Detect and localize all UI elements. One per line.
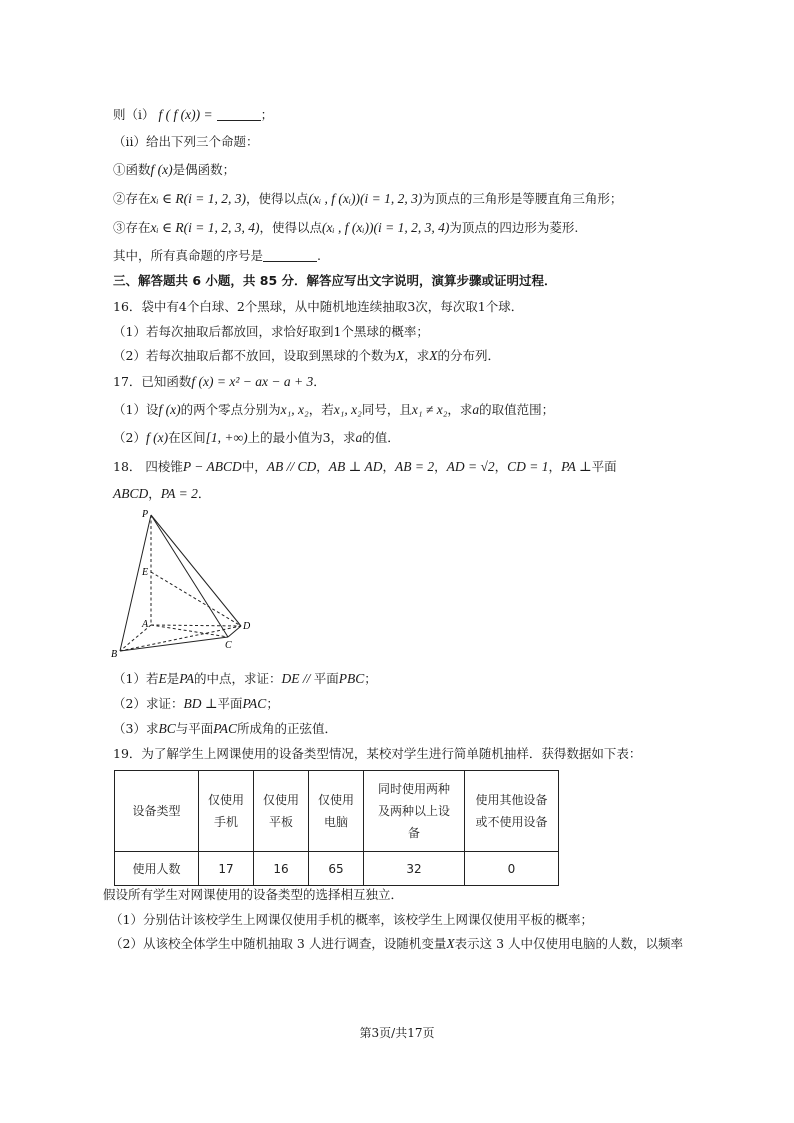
text: ， [382, 459, 396, 474]
table-cell: 65 [309, 852, 364, 886]
text: ， [148, 486, 161, 501]
math: f ( f (x)) = [158, 107, 213, 122]
text: 所成角的正弦值． [237, 721, 338, 736]
edge-pd [151, 515, 241, 626]
text: ，若 [308, 402, 334, 417]
text: ，使得以点 [246, 191, 309, 206]
edge-pb [120, 515, 151, 651]
edge-pc [151, 515, 228, 637]
text: ， [548, 459, 562, 474]
text: （ii）给出下列三个命题： [113, 134, 259, 149]
header-text: 仅使用 [207, 793, 244, 807]
header-text: 仅使用 [262, 793, 299, 807]
q16-stem: 16．袋中有4个白球、2个黑球，从中随机地连续抽取3次，每次取1个球． [113, 299, 524, 314]
math: (xᵢ , f (xᵢ))(i = 1, 2, 3) [308, 191, 423, 206]
q19-note: 假设所有学生对网课使用的设备类型的选择相互独立． [103, 887, 404, 902]
header-cell [465, 771, 559, 852]
text: ， [316, 459, 329, 474]
q19-stem: 19．为了解学生上网课使用的设备类型情况，某校对学生进行简单随机抽样．获得数据如下表： [113, 746, 642, 761]
math: AD = √2 [446, 459, 495, 474]
text: 上的最小值为3，求 [247, 430, 356, 445]
math: PAC [242, 696, 267, 711]
text: ． [197, 486, 211, 501]
math: f (x) [158, 402, 181, 417]
text: 表示这 3 人中仅使用电脑的人数，以频率 [454, 936, 684, 951]
true-propositions-line [113, 247, 321, 265]
edge-ad [151, 625, 241, 626]
text: 的分布列． [437, 348, 500, 363]
line-fff [113, 106, 273, 124]
text: 中， [241, 459, 267, 474]
text: 17．已知函数 [113, 374, 192, 389]
math: AB // CD [266, 459, 317, 474]
header-text: 手机 [213, 815, 238, 829]
header-cell [364, 771, 465, 852]
q18-stem [113, 458, 617, 476]
math: PA = 2 [160, 486, 198, 501]
math: BC [158, 721, 176, 736]
table-cell: 16 [254, 852, 309, 886]
math: a [355, 430, 363, 445]
text: （3）求 [113, 721, 159, 736]
text: 为顶点的四边形为菱形. [449, 220, 579, 235]
text: 其中，所有真命题的序号是 [113, 248, 264, 263]
text: 同号，且 [361, 402, 412, 417]
text: 是偶函数； [172, 162, 236, 177]
q18-stem-line2 [113, 485, 210, 503]
text: ， [494, 459, 508, 474]
q17-stem [113, 373, 326, 391]
math: PA ⊥ [561, 459, 592, 474]
edge-ac [151, 625, 228, 637]
header-text: 设备类型 [132, 804, 181, 818]
text: ， [434, 459, 447, 474]
page-footer: 第3页/共17页 [359, 1026, 435, 1040]
proposition-1 [113, 161, 235, 179]
q18-part3 [113, 720, 337, 738]
header-cell [309, 771, 364, 852]
header-cell [199, 771, 254, 852]
table-cell: 使用人数 [115, 852, 199, 886]
q17-part2 [113, 429, 400, 447]
math: f (x) = x² − ax − a + 3 [191, 374, 314, 389]
edge-ed [151, 572, 241, 626]
header-text: 仅使用 [317, 793, 354, 807]
header-text: 备 [407, 826, 420, 840]
proposition-2 [113, 190, 622, 208]
label-d: D [243, 621, 251, 632]
text: （1）设 [113, 402, 159, 417]
math: xᵢ ∈ R(i = 1, 2, 3) [150, 191, 246, 206]
label-a: A [142, 619, 149, 630]
text: ； [364, 671, 377, 686]
text: ； [260, 107, 274, 122]
math: PAC [213, 721, 237, 736]
header-cell [254, 771, 309, 852]
text: 为顶点的三角形是等腰直角三角形； [422, 191, 623, 206]
text: 在区间 [168, 430, 206, 445]
text: （2） [113, 430, 146, 445]
math: x₁ ≠ x₂ [411, 402, 448, 417]
label-e: E [142, 567, 149, 578]
text: ，求 [404, 348, 430, 363]
table-cell: 32 [364, 852, 465, 886]
math: X [395, 348, 405, 363]
math: x₁, x₂ [280, 402, 309, 417]
q16-part1: （1）若每次抽取后都放回，求恰好取到1个黑球的概率； [113, 324, 429, 339]
math: x₁, x₂ [333, 402, 362, 417]
text: 的取值范围； [479, 402, 555, 417]
math: CD = 1 [507, 459, 549, 474]
q18-part1 [113, 670, 377, 688]
math: f (x) [150, 162, 173, 177]
section-heading: 三、解答题共 6 小题，共 85 分．解答应写出文字说明，演算步骤或证明过程． [113, 273, 557, 288]
header-text: 平板 [268, 815, 293, 829]
text: 是 [166, 671, 180, 686]
pyramid-figure [108, 506, 258, 662]
math: X [429, 348, 438, 363]
math: f (x) [145, 430, 169, 445]
header-text: 及两种以上设 [377, 804, 450, 818]
text: 与平面 [175, 721, 214, 736]
math: BD ⊥ [183, 696, 218, 711]
q16-part2 [113, 347, 500, 365]
q17-part1 [113, 401, 554, 419]
text: ； [266, 696, 279, 711]
label-c: C [225, 640, 232, 651]
table-row [115, 852, 559, 886]
text: 平面 [313, 671, 339, 686]
label-b: B [111, 649, 118, 660]
header-text: 使用其他设备 [475, 793, 548, 807]
math: DE // [281, 671, 314, 686]
text: 平面 [591, 459, 617, 474]
q19-part2 [110, 935, 683, 953]
line-ii [113, 133, 259, 151]
math: AB = 2 [395, 459, 435, 474]
math: X [446, 936, 455, 951]
text: . [317, 248, 321, 263]
proposition-3 [113, 219, 578, 237]
math: P − ABCD [182, 459, 242, 474]
answer-blank[interactable] [263, 249, 317, 262]
text: ①函数 [113, 162, 151, 177]
math: [1, +∞) [205, 430, 248, 445]
q18-part2 [113, 695, 279, 713]
text: ③存在 [113, 220, 151, 235]
math: ABCD [113, 486, 149, 501]
text: 的两个零点分别为 [180, 402, 281, 417]
text: （1）若 [113, 671, 159, 686]
label-p: P [142, 509, 149, 520]
text: 则（i） [113, 107, 155, 122]
table-cell: 0 [465, 852, 559, 886]
table-header-row [115, 771, 559, 852]
answer-blank[interactable] [217, 108, 261, 121]
text: ，使得以点 [259, 220, 323, 235]
table-cell: 17 [199, 852, 254, 886]
math: E [158, 671, 167, 686]
header-text: 电脑 [323, 815, 348, 829]
device-table [114, 770, 559, 886]
q19-part1: （1）分别估计该校学生上网课仅使用手机的概率，该校学生上网课仅使用平板的概率； [110, 912, 593, 927]
header-text: 或不使用设备 [475, 815, 548, 829]
math: (xᵢ , f (xᵢ))(i = 1, 2, 3, 4) [322, 220, 450, 235]
math: a [472, 402, 480, 417]
math: AB ⊥ AD [328, 459, 383, 474]
text: ，求 [447, 402, 473, 417]
text: ②存在 [113, 191, 151, 206]
text: 的中点，求证： [193, 671, 282, 686]
edge-bc [120, 637, 228, 651]
text: （2）求证： [113, 696, 184, 711]
text: （2）若每次抽取后都不放回，设取到黑球的个数为 [113, 348, 396, 363]
text: 的值． [362, 430, 400, 445]
text: （2）从该校全体学生中随机抽取 3 人进行调查，设随机变量 [110, 936, 447, 951]
header-cell [115, 771, 199, 852]
text: ． [313, 374, 326, 389]
text: 18． 四棱锥 [113, 459, 183, 474]
text: 平面 [217, 696, 243, 711]
header-text: 同时使用两种 [377, 782, 450, 796]
math: PA [179, 671, 194, 686]
math: xᵢ ∈ R(i = 1, 2, 3, 4) [150, 220, 260, 235]
math: PBC [338, 671, 365, 686]
